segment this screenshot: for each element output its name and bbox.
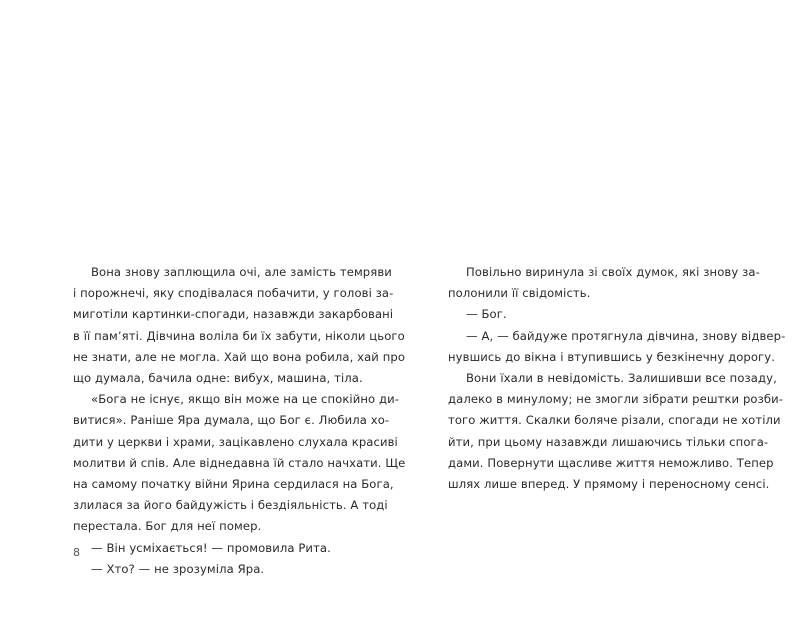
right-page-text [448, 262, 786, 495]
text-line: Вона знову заплющила очі, але замість темряви [91, 265, 392, 279]
text-line: не знати, але не могла. Хай що вона робила, хай про [73, 349, 406, 364]
text-line: полонили її свідомість. [448, 286, 591, 301]
text-line: дами. Повернути щасливе життя неможливо. Тепер [448, 455, 774, 470]
text-line: витися». Раніше Яра думала, що Бог є. Любила хо- [73, 413, 390, 428]
text-line: нувшись до вікна і втупившись у безкінечну дорогу. [448, 349, 775, 364]
text-line: — Хто? — не зрозуміла Яра. [91, 561, 265, 576]
text-line: — Він усміхається! — промовила Рита. [91, 540, 331, 555]
text-line: — Бог. [466, 307, 507, 322]
text-line: дити у церкви і храми, зацікавлено слухала красиві [73, 434, 398, 449]
text-line: шлях лише вперед. У прямому і переносному сенсі. [448, 477, 770, 492]
text-line: йти, при цьому назавжди лишаючись тільки спога- [448, 434, 769, 449]
text-line: далеко в минулому; не змогли зібрати рештки розби- [448, 392, 784, 407]
text-line: миготіли картинки-спогади, назавжди закарбовані [73, 307, 394, 322]
text-line: і порожнечі, яку сподівалася побачити, у голові за- [73, 286, 394, 301]
left-page-text [73, 262, 406, 580]
text-line: «Бога не існує, якщо він може на це спокійно ди- [91, 392, 400, 407]
text-line: Повільно виринула зі своїх думок, які знову за- [466, 265, 760, 279]
text-line: Вони їхали в невідомість. Залишивши все позаду, [466, 371, 777, 386]
text-line: що думала, бачила одне: вибух, машина, тіла. [73, 371, 363, 386]
text-line: на самому початку війни Ярина сердилася на Бога, [73, 477, 394, 492]
text-line: злилася за його байдужість і бездіяльність. А тоді [73, 498, 388, 513]
text-line: молитви й спів. Але віднедавна їй стало начхати. Ще [73, 455, 406, 470]
page-number: 8 [73, 546, 80, 559]
text-line: — А, — байдуже протягнула дівчина, знову відвер- [466, 328, 786, 343]
text-line: перестала. Бог для неї помер. [73, 519, 262, 534]
text-line: того життя. Скалки боляче різали, спогади не хотіли [448, 413, 781, 428]
text-line: в її пам’яті. Дівчина воліла би їх забути, ніколи цього [73, 328, 405, 343]
